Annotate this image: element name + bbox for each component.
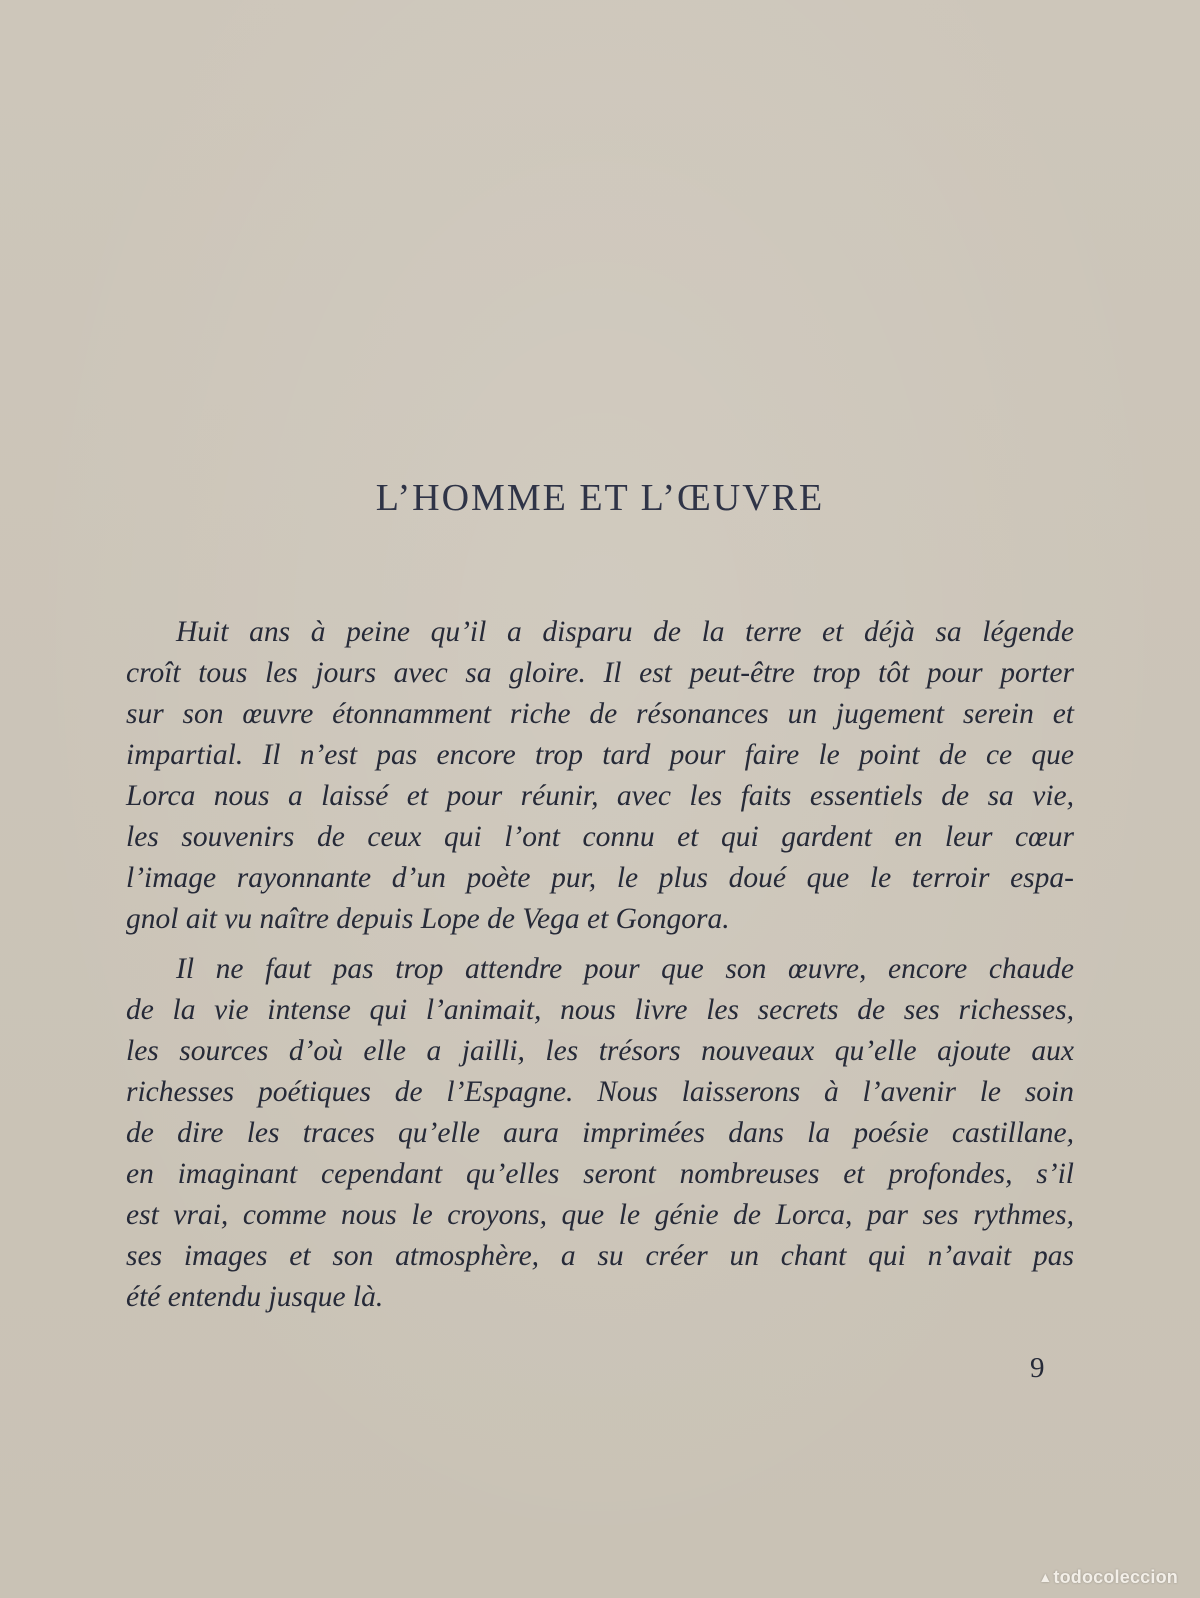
watermark [1038,1567,1178,1588]
chapter-title: L’HOMME ET L’ŒUVRE [375,477,825,519]
text-line: de la vie intense qui l’animait, nous livre les secrets de ses richesses, [126,994,1074,1026]
text-line: Il ne faut pas trop attendre pour que son œuvre, encore chaude [176,953,1074,985]
text-line: ses images et son atmosphère, a su créer un chant qui n’avait pas [126,1240,1074,1272]
text-line: en imaginant cependant qu’elles seront nombreuses et profondes, s’il [126,1158,1074,1190]
text-line: croît tous les jours avec sa gloire. Il est peut-être trop tôt pour porter [126,657,1074,689]
text-line: les sources d’où elle a jailli, les trésors nouveaux qu’elle ajoute aux [126,1035,1074,1067]
text-line: impartial. Il n’est pas encore trop tard pour faire le point de ce que [126,739,1074,771]
paragraph [126,612,1074,940]
text-line: est vrai, comme nous le croyons, que le génie de Lorca, par ses rythmes, [126,1199,1074,1231]
text-line: été entendu jusque là. [126,1281,384,1313]
paragraph [126,949,1074,1318]
text-line: Lorca nous a laissé et pour réunir, avec les faits essentiels de sa vie, [126,780,1074,812]
text-line: les souvenirs de ceux qui l’ont connu et qui gardent en leur cœur [126,821,1074,853]
text-line: gnol ait vu naître depuis Lope de Vega et Gongora. [126,903,730,935]
page-number: 9 [1030,1352,1045,1384]
text-line: Huit ans à peine qu’il a disparu de la terre et déjà sa légende [176,616,1074,648]
body-text [126,612,1074,1318]
text-line: l’image rayonnante d’un poète pur, le plus doué que le terroir espa- [126,862,1074,894]
watermark-logo-icon: ▲ [1038,1569,1053,1585]
text-line: sur son œuvre étonnamment riche de résonances un jugement serein et [126,698,1074,730]
text-line: richesses poétiques de l’Espagne. Nous laisserons à l’avenir le soin [126,1076,1074,1108]
watermark-text: todocoleccion [1053,1567,1178,1587]
text-line: de dire les traces qu’elle aura imprimées dans la poésie castillane, [126,1117,1074,1149]
